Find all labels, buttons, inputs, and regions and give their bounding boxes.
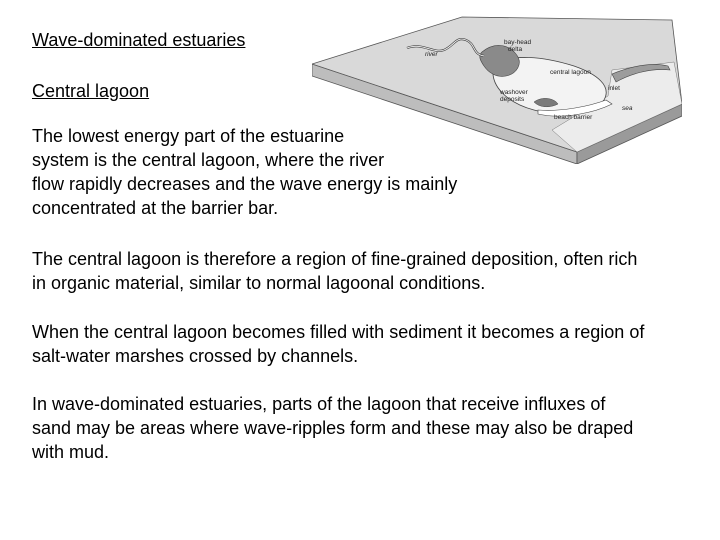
label-inlet: inlet [608, 85, 620, 92]
paragraph-wave-ripples [32, 392, 633, 464]
paragraph-line: sand may be areas where wave-ripples form and these may also be draped [32, 418, 634, 438]
label-washover-line2: deposits [500, 96, 525, 103]
paragraph-fine-grained [32, 247, 637, 295]
paragraph-line: salt-water marshes crossed by channels. [32, 346, 359, 366]
label-beach-barrier: beach barrier [554, 114, 593, 121]
paragraph-lowest-energy [32, 124, 457, 220]
paragraph-line: flow rapidly decreases and the wave energy is mainly [32, 174, 458, 194]
slide-title: Wave-dominated estuaries [32, 30, 246, 50]
label-washover-line1: washover [500, 89, 528, 96]
label-central-lagoon: central lagoon [550, 69, 591, 76]
label-sea: sea [622, 105, 633, 112]
paragraph-line: The central lagoon is therefore a region of fine-grained deposition, often rich [32, 249, 638, 269]
paragraph-line: The lowest energy part of the estuarine [32, 126, 345, 146]
section-heading: Central lagoon [32, 81, 150, 101]
paragraph-line: system is the central lagoon, where the river [32, 150, 385, 170]
paragraph-line: with mud. [32, 442, 110, 462]
label-river: river [425, 51, 438, 58]
paragraph-line: in organic material, similar to normal lagoonal conditions. [32, 273, 486, 293]
paragraph-line: In wave-dominated estuaries, parts of the lagoon that receive influxes of [32, 394, 606, 414]
paragraph-line: When the central lagoon becomes filled with sediment it becomes a region of [32, 322, 645, 342]
paragraph-line: concentrated at the barrier bar. [32, 198, 279, 218]
label-bayhead-line2: delta [508, 46, 523, 53]
label-bayhead-line1: bay-head [504, 39, 532, 46]
paragraph-salt-marsh [32, 320, 644, 368]
